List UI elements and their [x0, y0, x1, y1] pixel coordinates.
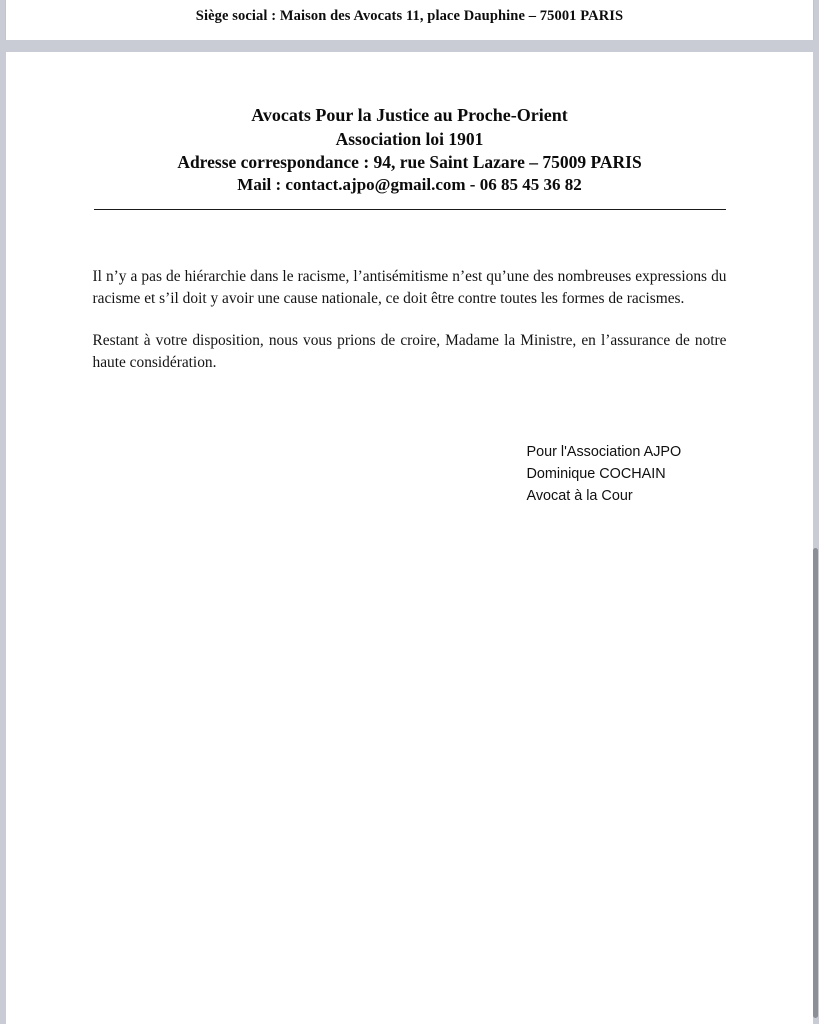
signature-title: Avocat à la Cour [526, 487, 633, 504]
previous-page-footer-strip [6, 0, 813, 40]
letter-body [93, 266, 727, 507]
letterhead-legal-status: Association loi 1901 [335, 128, 484, 149]
body-paragraph-2: Restant à votre disposition, nous vous prions de croire, Madame la Ministre, en l’assurance de notre haute considération. [92, 332, 727, 371]
signature-name: Dominique COCHAIN [526, 465, 666, 482]
signature-association: Pour l'Association AJPO [526, 443, 682, 460]
letterhead-organization: Avocats Pour la Justice au Proche-Orient [251, 105, 568, 125]
body-paragraph-1: Il n’y a pas de hiérarchie dans le racisme, l’antisémitisme n’est qu’une des nombreuses expressions du racisme et s’il doit y avoir une cause nationale, ce doit être contre toutes les formes de racismes. [92, 268, 727, 308]
vertical-scrollbar[interactable] [813, 0, 819, 1024]
letterhead-contact: Mail : contact.ajpo@gmail.com - 06 85 45 36 82 [237, 174, 582, 194]
page-separator [0, 40, 819, 52]
letterhead-divider [94, 209, 726, 210]
document-page [6, 52, 813, 1024]
letterhead-address: Adresse correspondance : 94, rue Saint Lazare – 75009 PARIS [177, 151, 642, 172]
previous-page-footer-text: Siège social : Maison des Avocats 11, place Dauphine – 75001 PARIS [195, 8, 624, 24]
scrollbar-thumb[interactable] [813, 548, 818, 1018]
letterhead [6, 104, 813, 196]
signature-block [93, 442, 727, 508]
